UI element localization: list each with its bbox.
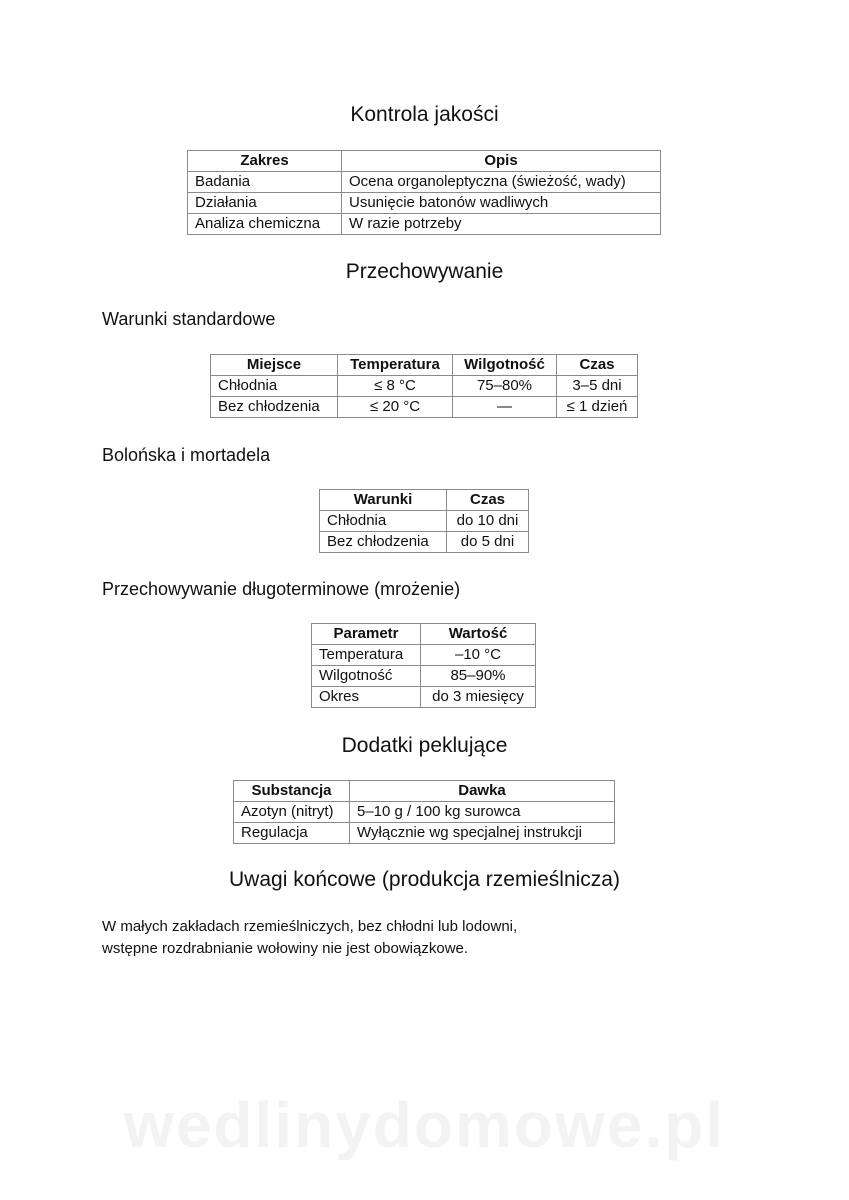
table-row: [234, 802, 615, 823]
column-header: Temperatura: [338, 355, 453, 376]
column-header: Parametr: [312, 624, 421, 645]
table-cell: 5–10 g / 100 kg surowca: [350, 802, 615, 823]
subsection-title-bologna-mortadela: Bolońska i mortadela: [102, 445, 271, 465]
curing-additives-table: [233, 780, 615, 844]
table-cell: Analiza chemiczna: [188, 214, 342, 235]
table-cell: Wyłącznie wg specjalnej instrukcji: [350, 823, 615, 844]
table-row: [211, 397, 638, 418]
long-term-storage-table: [311, 623, 536, 708]
table-cell: Temperatura: [312, 645, 421, 666]
table-cell: Azotyn (nitryt): [234, 802, 350, 823]
table-row: [320, 511, 529, 532]
table-cell: Wilgotność: [312, 666, 421, 687]
table-cell: Chłodnia: [320, 511, 447, 532]
table-cell: Okres: [312, 687, 421, 708]
table-cell: do 10 dni: [447, 511, 529, 532]
table-header-row: [188, 151, 661, 172]
table-header-row: [312, 624, 536, 645]
table-row: [312, 666, 536, 687]
table-cell: 85–90%: [421, 666, 536, 687]
column-header: Czas: [447, 490, 529, 511]
subsection-title-standard-conditions: Warunki standardowe: [102, 309, 276, 329]
table-cell: ≤ 20 °C: [338, 397, 453, 418]
table-cell: 3–5 dni: [557, 376, 638, 397]
table-cell: do 5 dni: [447, 532, 529, 553]
table-row: [234, 823, 615, 844]
final-notes-line: W małych zakładach rzemieślniczych, bez chłodni lub lodowni,: [102, 918, 518, 935]
table-row: [312, 645, 536, 666]
section-title-curing-additives: Dodatki peklujące: [341, 734, 508, 757]
bologna-mortadela-table: [319, 489, 529, 553]
table-row: [188, 172, 661, 193]
table-row: [188, 214, 661, 235]
table-row: [320, 532, 529, 553]
column-header: Dawka: [350, 781, 615, 802]
table-cell: —: [453, 397, 557, 418]
table-cell: 75–80%: [453, 376, 557, 397]
column-header: Wilgotność: [453, 355, 557, 376]
column-header: Warunki: [320, 490, 447, 511]
quality-control-table: [187, 150, 661, 235]
watermark: wedlinydomowe.pl: [124, 1089, 725, 1161]
table-cell: Działania: [188, 193, 342, 214]
table-header-row: [211, 355, 638, 376]
section-title-final-notes: Uwagi końcowe (produkcja rzemieślnicza): [229, 868, 620, 891]
table-cell: –10 °C: [421, 645, 536, 666]
table-cell: Bez chłodzenia: [320, 532, 447, 553]
table-header-row: [234, 781, 615, 802]
column-header: Substancja: [234, 781, 350, 802]
subsection-title-long-term-storage: Przechowywanie długoterminowe (mrożenie): [102, 579, 461, 599]
table-row: [188, 193, 661, 214]
table-cell: Bez chłodzenia: [211, 397, 338, 418]
table-cell: ≤ 8 °C: [338, 376, 453, 397]
column-header: Miejsce: [211, 355, 338, 376]
column-header: Czas: [557, 355, 638, 376]
section-title-quality-control: Kontrola jakości: [350, 103, 499, 126]
table-cell: Regulacja: [234, 823, 350, 844]
section-title-storage: Przechowywanie: [345, 260, 504, 283]
table-cell: ≤ 1 dzień: [557, 397, 638, 418]
table-cell: do 3 miesięcy: [421, 687, 536, 708]
standard-conditions-table: [210, 354, 638, 418]
final-notes-paragraph: [102, 916, 742, 960]
table-header-row: [320, 490, 529, 511]
column-header: Zakres: [188, 151, 342, 172]
table-cell: W razie potrzeby: [342, 214, 661, 235]
column-header: Wartość: [421, 624, 536, 645]
table-cell: Badania: [188, 172, 342, 193]
final-notes-line: wstępne rozdrabnianie wołowiny nie jest obowiązkowe.: [102, 940, 469, 957]
column-header: Opis: [342, 151, 661, 172]
table-cell: Chłodnia: [211, 376, 338, 397]
table-row: [312, 687, 536, 708]
table-cell: Ocena organoleptyczna (świeżość, wady): [342, 172, 661, 193]
table-row: [211, 376, 638, 397]
table-cell: Usunięcie batonów wadliwych: [342, 193, 661, 214]
